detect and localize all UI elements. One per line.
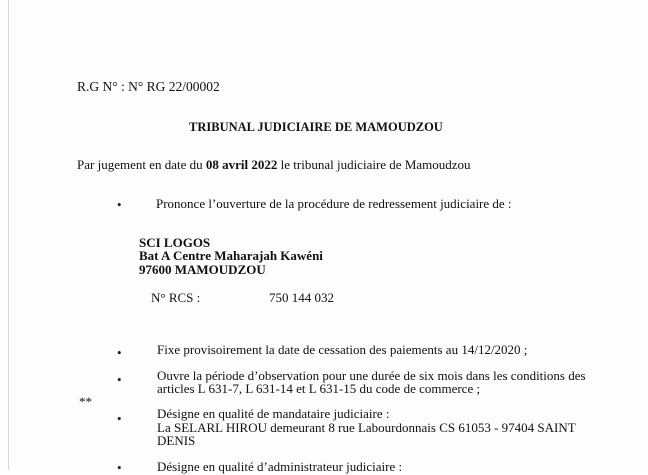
intro-after: le tribunal judiciaire de Mamoudzou xyxy=(277,157,471,172)
debtor-address-1: Bat A Centre Maharajah Kawéni xyxy=(139,248,323,263)
case-reference: R.G N° : N° RG 22/00002 xyxy=(77,79,220,94)
bullet-marker: • xyxy=(117,411,122,426)
bullet-marker: • xyxy=(117,372,122,387)
bullet-marker: • xyxy=(117,345,122,360)
item-mandataire-line-1: Désigne en qualité de mandataire judiciaire : xyxy=(157,406,390,421)
judgment-intro xyxy=(77,157,471,172)
item-mandataire-line-2: La SELARL HIROU demeurant 8 rue Labourdonnais CS 61053 - 97404 SAINT xyxy=(157,420,576,435)
debtor-address-2: 97600 MAMOUDZOU xyxy=(139,262,266,277)
intro-before: Par jugement en date du xyxy=(77,157,206,172)
judgment-date: 08 avril 2022 xyxy=(205,157,278,172)
bullet-marker: • xyxy=(117,197,122,212)
bullet-marker: • xyxy=(117,460,122,475)
scan-edge xyxy=(8,0,9,470)
item-observation-line-2: articles L 631-7, L 631-14 et L 631-15 du code de commerce ; xyxy=(157,381,481,396)
debtor-name: SCI LOGOS xyxy=(139,235,211,250)
item-observation-line-1: Ouvre la période d’observation pour une durée de six mois dans les conditions des xyxy=(157,368,586,383)
item-cessation-date: Fixe provisoirement la date de cessation des paiements au 14/12/2020 ; xyxy=(157,342,528,357)
item-mandataire-line-3: DENIS xyxy=(157,433,196,448)
margin-mark: ** xyxy=(79,394,92,409)
item-administrateur: Désigne en qualité d’administrateur judiciaire : xyxy=(157,459,403,474)
rcs-label: N° RCS : xyxy=(151,290,201,305)
court-title: TRIBUNAL JUDICIAIRE DE MAMOUDZOU xyxy=(189,120,443,134)
rcs-value: 750 144 032 xyxy=(269,290,334,305)
item-opening-procedure: Prononce l’ouverture de la procédure de redressement judiciaire de : xyxy=(156,196,512,211)
